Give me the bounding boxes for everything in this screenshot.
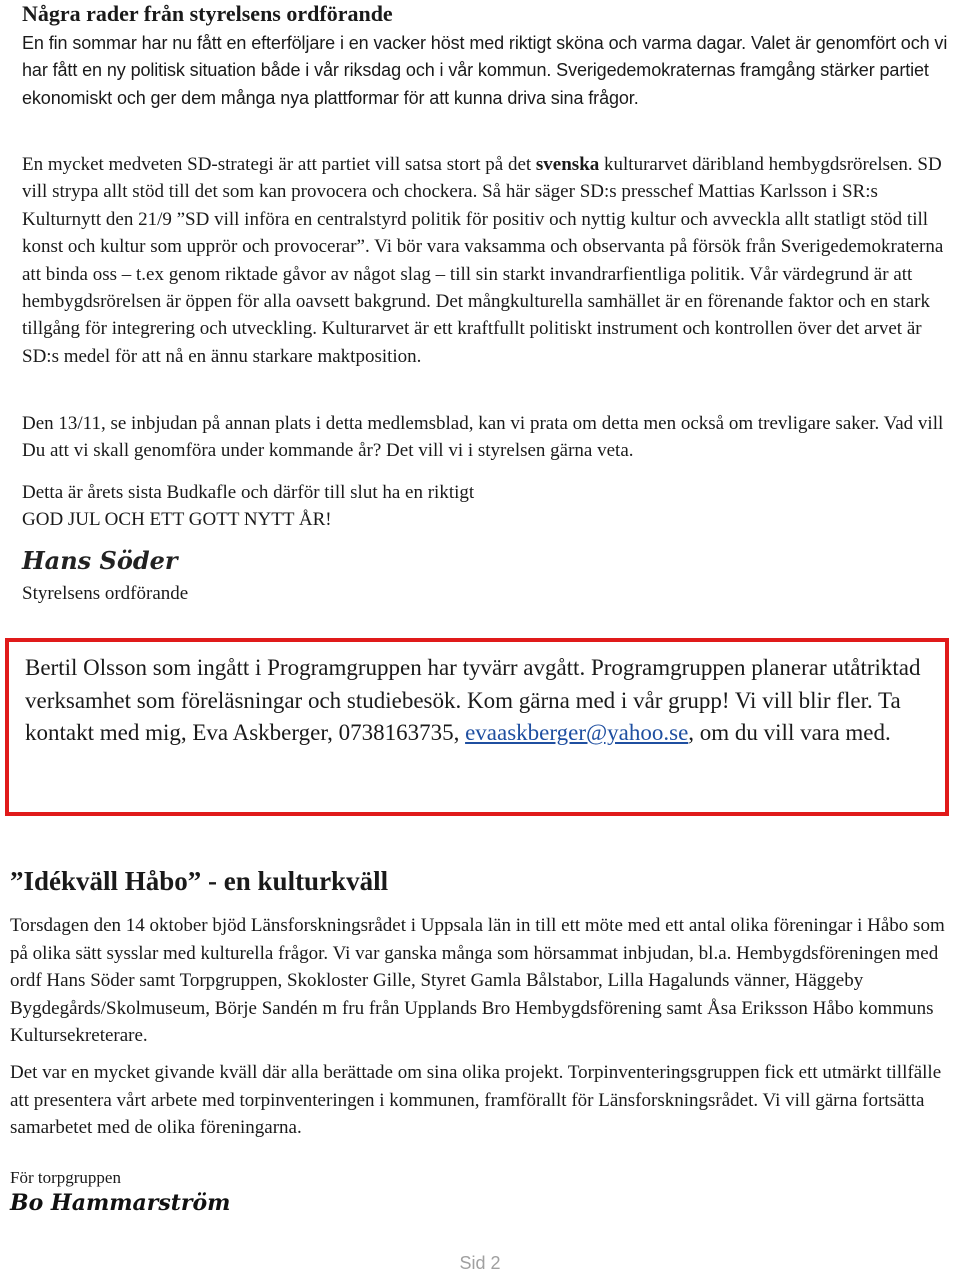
notice-tail: , om du vill vara med. [688, 720, 891, 745]
paragraph-text: kulturarvet däribland hembygdsrörelsen. SD vill strypa allt stöd till det som kan provocera och chockera. Så här säger SD:s presschef Mattias Karlsson i SR:s Kulturnytt den 21/9 ”SD vill införa en centralstyrd politik för positiv och nyttig kultur och avveckla allt statligt stöd till konst och kultur som upprör och provocerar”. Vi bör vara vaksamma och observanta på försök från Sverigedemokraterna att binda oss – t.ex genom riktade gåvor av något slag – till sin starkt invandrarfientliga politik. Vår värdegrund är att hembygdsrörelsen är öppen för alla oavsett bakgrund. Det mångkulturella samhället är en förenande faktor och en stark tillgång för integrering och utveckling. Kulturarvet är ett kraftfullt politiskt instrument och kontrollen över det arvet är SD:s medel för att nå en ännu starkare maktposition. [22, 154, 944, 367]
notice-body: Bertil Olsson som ingått i Programgruppen har tyvärr avgått. Programgruppen planerar utåtriktad verksamhet som föreläsningar och studiebesök. Kom gärna med i vår grupp! Vi vill blir fler. Ta kontakt med mig, Eva Askberger, 0738163735, [25, 655, 921, 745]
signature-bo-hammarstrom: Bo Hammarström [10, 1190, 231, 1216]
holiday-greeting: GOD JUL OCH ETT GOTT NYTT ÅR! [22, 509, 332, 531]
signature-role: Styrelsens ordförande [22, 583, 189, 604]
notice-box [5, 638, 949, 816]
chairman-paragraph-2 [22, 151, 960, 370]
closing-line: Detta är årets sista Budkafle och därför till slut ha en riktigt [22, 482, 475, 503]
notice-text [25, 652, 945, 750]
section-title-chairman: Några rader från styrelsens ordförande [22, 1, 393, 26]
signature-label: För torpgruppen [10, 1168, 121, 1187]
chairman-closing [22, 479, 960, 534]
idekvall-paragraph-2: Det var en mycket givande kväll där alla berättade om sina olika projekt. Torpinventeringsgruppen fick ett utmärkt tillfälle att presentera vårt arbete med torpinventeringen i kommunen, framförallt för Länsforskningsrådet. Vi vill gärna fortsätta samarbetet med de olika föreningarna. [10, 1062, 942, 1139]
idekvall-paragraph-1: Torsdagen den 14 oktober bjöd Länsforskningsrådet i Uppsala län in till ett möte med ett antal olika föreningar i Håbo som på olika sätt sysslar med kulturella frågor. Vi var ganska många som hörsammat inbjudan, bl.a. Hembygdsföreningen med ordf Hans Söder samt Torpgruppen, Skokloster Gille, Styret Gamla Bålstabor, Lilla Hagalunds vänner, Häggeby Bygdegårds/Skolmuseum, Börje Sandén m fru från Upplands Bro Hembygdsförening samt Åsa Eriksson Håbo kommuns Kultursekreterare. [10, 915, 945, 1047]
page-number: Sid 2 [459, 1253, 501, 1273]
emphasis-word: svenska [535, 154, 600, 175]
signature-hans-soder: Hans Söder [22, 546, 178, 575]
paragraph-text: En mycket medveten SD-strategi är att partiet vill satsa stort på det [22, 154, 536, 175]
section-title-idekvall: ”Idékväll Håbo” - en kulturkväll [10, 866, 389, 896]
chairman-paragraph-1: En fin sommar har nu fått en efterföljare i en vacker höst med riktigt sköna och varma dagar. Valet är genomfört och vi har fått en ny politisk situation både i vår riksdag och i vår kommun. Sverigedemokraternas framgång stärker partiet ekonomiskt och ger dem många nya plattformar för att kunna driva sina frågor. [22, 33, 948, 108]
chairman-paragraph-3: Den 13/11, se inbjudan på annan plats i detta medlemsblad, kan vi prata om detta men också om trevligare saker. Vad vill Du att vi skall genomföra under kommande år? Det vill vi i styrelsen gärna veta. [22, 413, 944, 462]
email-link[interactable]: evaaskberger@yahoo.se [465, 720, 689, 745]
